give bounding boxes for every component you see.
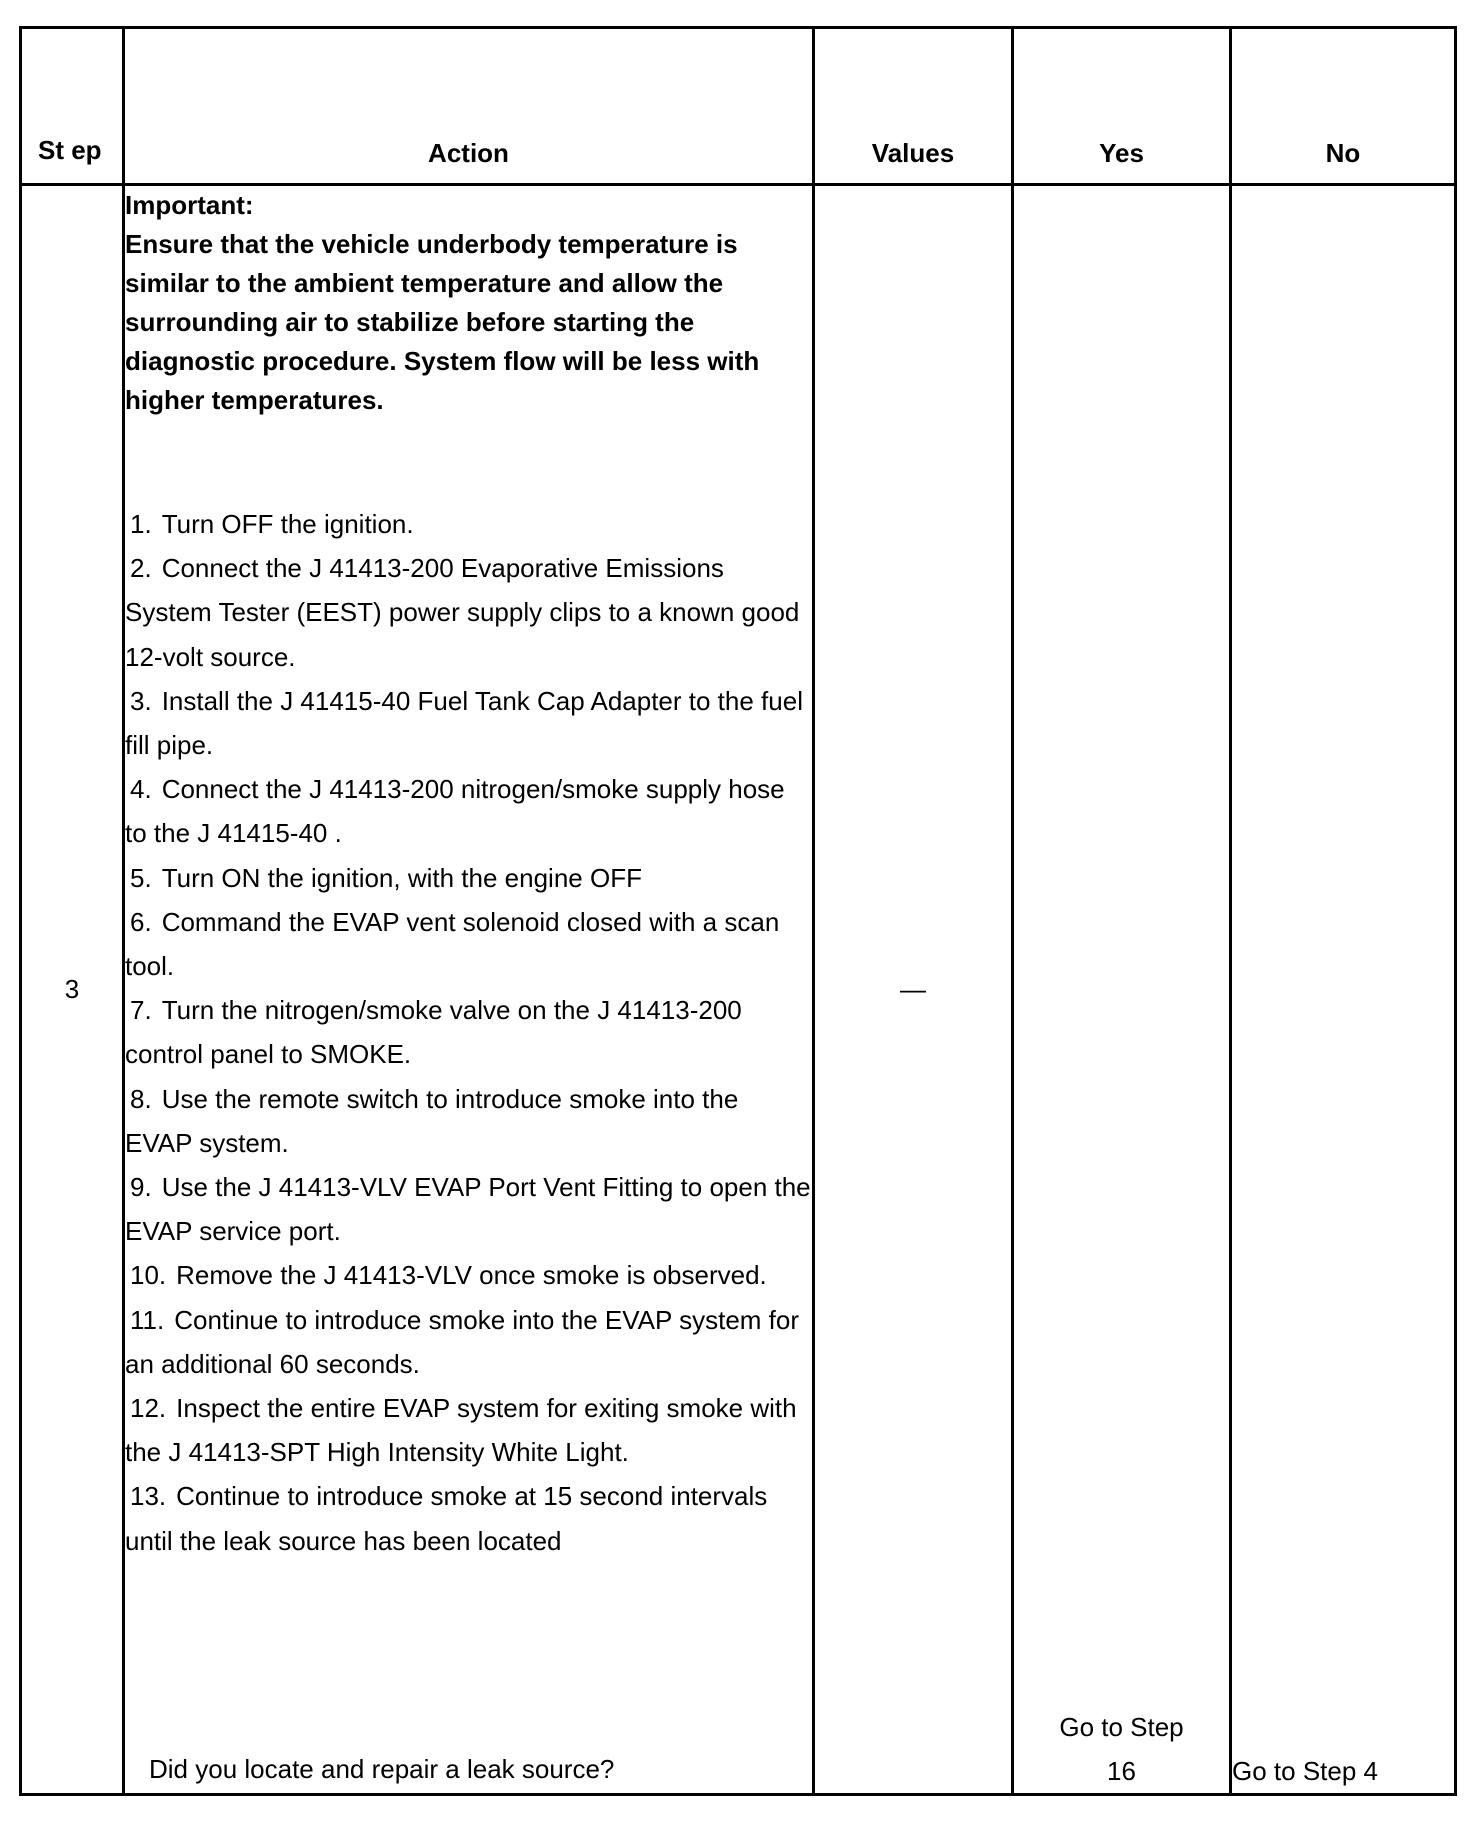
step-text: Command the EVAP vent solenoid closed with a scan tool.	[125, 906, 780, 982]
list-item	[125, 1474, 812, 1562]
step-index: 5.	[130, 862, 152, 893]
header-values: Values	[814, 28, 1013, 185]
step-index: 11.	[130, 1304, 165, 1335]
header-step	[21, 28, 124, 185]
step-index: 4.	[130, 774, 152, 805]
no-cell: Go to Step 4	[1231, 185, 1456, 1795]
header-no: No	[1231, 28, 1456, 185]
list-item	[125, 546, 812, 679]
header-yes: Yes	[1013, 28, 1231, 185]
step-index: 2.	[130, 553, 152, 584]
step-text: Continue to introduce smoke at 15 second intervals until the leak source has been located	[125, 1481, 768, 1556]
procedure-steps	[125, 502, 812, 1563]
list-item	[125, 1165, 812, 1253]
step-index: 9.	[130, 1172, 152, 1203]
step-index: 3.	[130, 685, 152, 716]
list-item	[125, 502, 812, 546]
step-text: Use the remote switch to introduce smoke into the EVAP system.	[125, 1083, 739, 1158]
values-cell: —	[814, 185, 1013, 1795]
important-label: Important:	[125, 190, 254, 220]
step-text: Turn the nitrogen/smoke valve on the J 41413-200 control panel to SMOKE.	[125, 995, 742, 1070]
step-text: Continue to introduce smoke into the EVAP system for an additional 60 seconds.	[125, 1304, 800, 1379]
list-item	[125, 1298, 812, 1386]
step-text: Connect the J 41413-200 nitrogen/smoke supply hose to the J 41415-40 .	[125, 774, 785, 849]
important-text: Ensure that the vehicle underbody temperature is similar to the ambient temperature and allow the surrounding air to stabilize before starting the diagnostic procedure. System flow will be less with higher temperatures.	[125, 229, 760, 415]
header-row	[21, 28, 1456, 185]
step-text: Turn OFF the ignition.	[161, 509, 414, 539]
step-index: 7.	[130, 995, 152, 1026]
list-item	[125, 900, 812, 988]
question-text: Did you locate and repair a leak source?	[149, 1754, 615, 1784]
list-item	[125, 1386, 812, 1474]
list-item	[125, 988, 812, 1076]
list-item	[125, 1077, 812, 1165]
step-index: 10.	[130, 1260, 167, 1291]
step-index: 8.	[130, 1083, 152, 1114]
step-text: Use the J 41413-VLV EVAP Port Vent Fitting to open the EVAP service port.	[125, 1172, 811, 1247]
yes-goto-label: Go to Step	[1059, 1712, 1184, 1742]
step-text: Connect the J 41413-200 Evaporative Emissions System Tester (EEST) power supply clips to a known good 12-volt source.	[125, 553, 800, 672]
list-item	[125, 856, 812, 900]
step-index: 12.	[130, 1393, 167, 1424]
step-text: Remove the J 41413-VLV once smoke is observed.	[176, 1260, 767, 1291]
yes-cell	[1013, 185, 1231, 1795]
list-item	[125, 767, 812, 855]
header-step-label: St ep	[38, 135, 102, 165]
step-text: Inspect the entire EVAP system for exiting smoke with the J 41413-SPT High Intensity White Light.	[125, 1393, 797, 1468]
yes-goto-step: 16	[1107, 1756, 1136, 1786]
step-index: 6.	[130, 906, 152, 937]
step-index: 13.	[130, 1481, 167, 1512]
important-note	[125, 186, 812, 420]
list-item	[125, 679, 812, 767]
list-item	[125, 1253, 812, 1297]
header-action: Action	[124, 28, 814, 185]
step-text: Install the J 41415-40 Fuel Tank Cap Adapter to the fuel fill pipe.	[125, 685, 803, 761]
step-row	[21, 185, 1456, 1795]
diagnostic-table	[19, 26, 1457, 1796]
step-number: 3	[21, 185, 124, 1795]
step-index: 1.	[130, 509, 152, 539]
action-cell	[124, 185, 814, 1795]
step-text: Turn ON the ignition, with the engine OFF	[161, 862, 642, 893]
